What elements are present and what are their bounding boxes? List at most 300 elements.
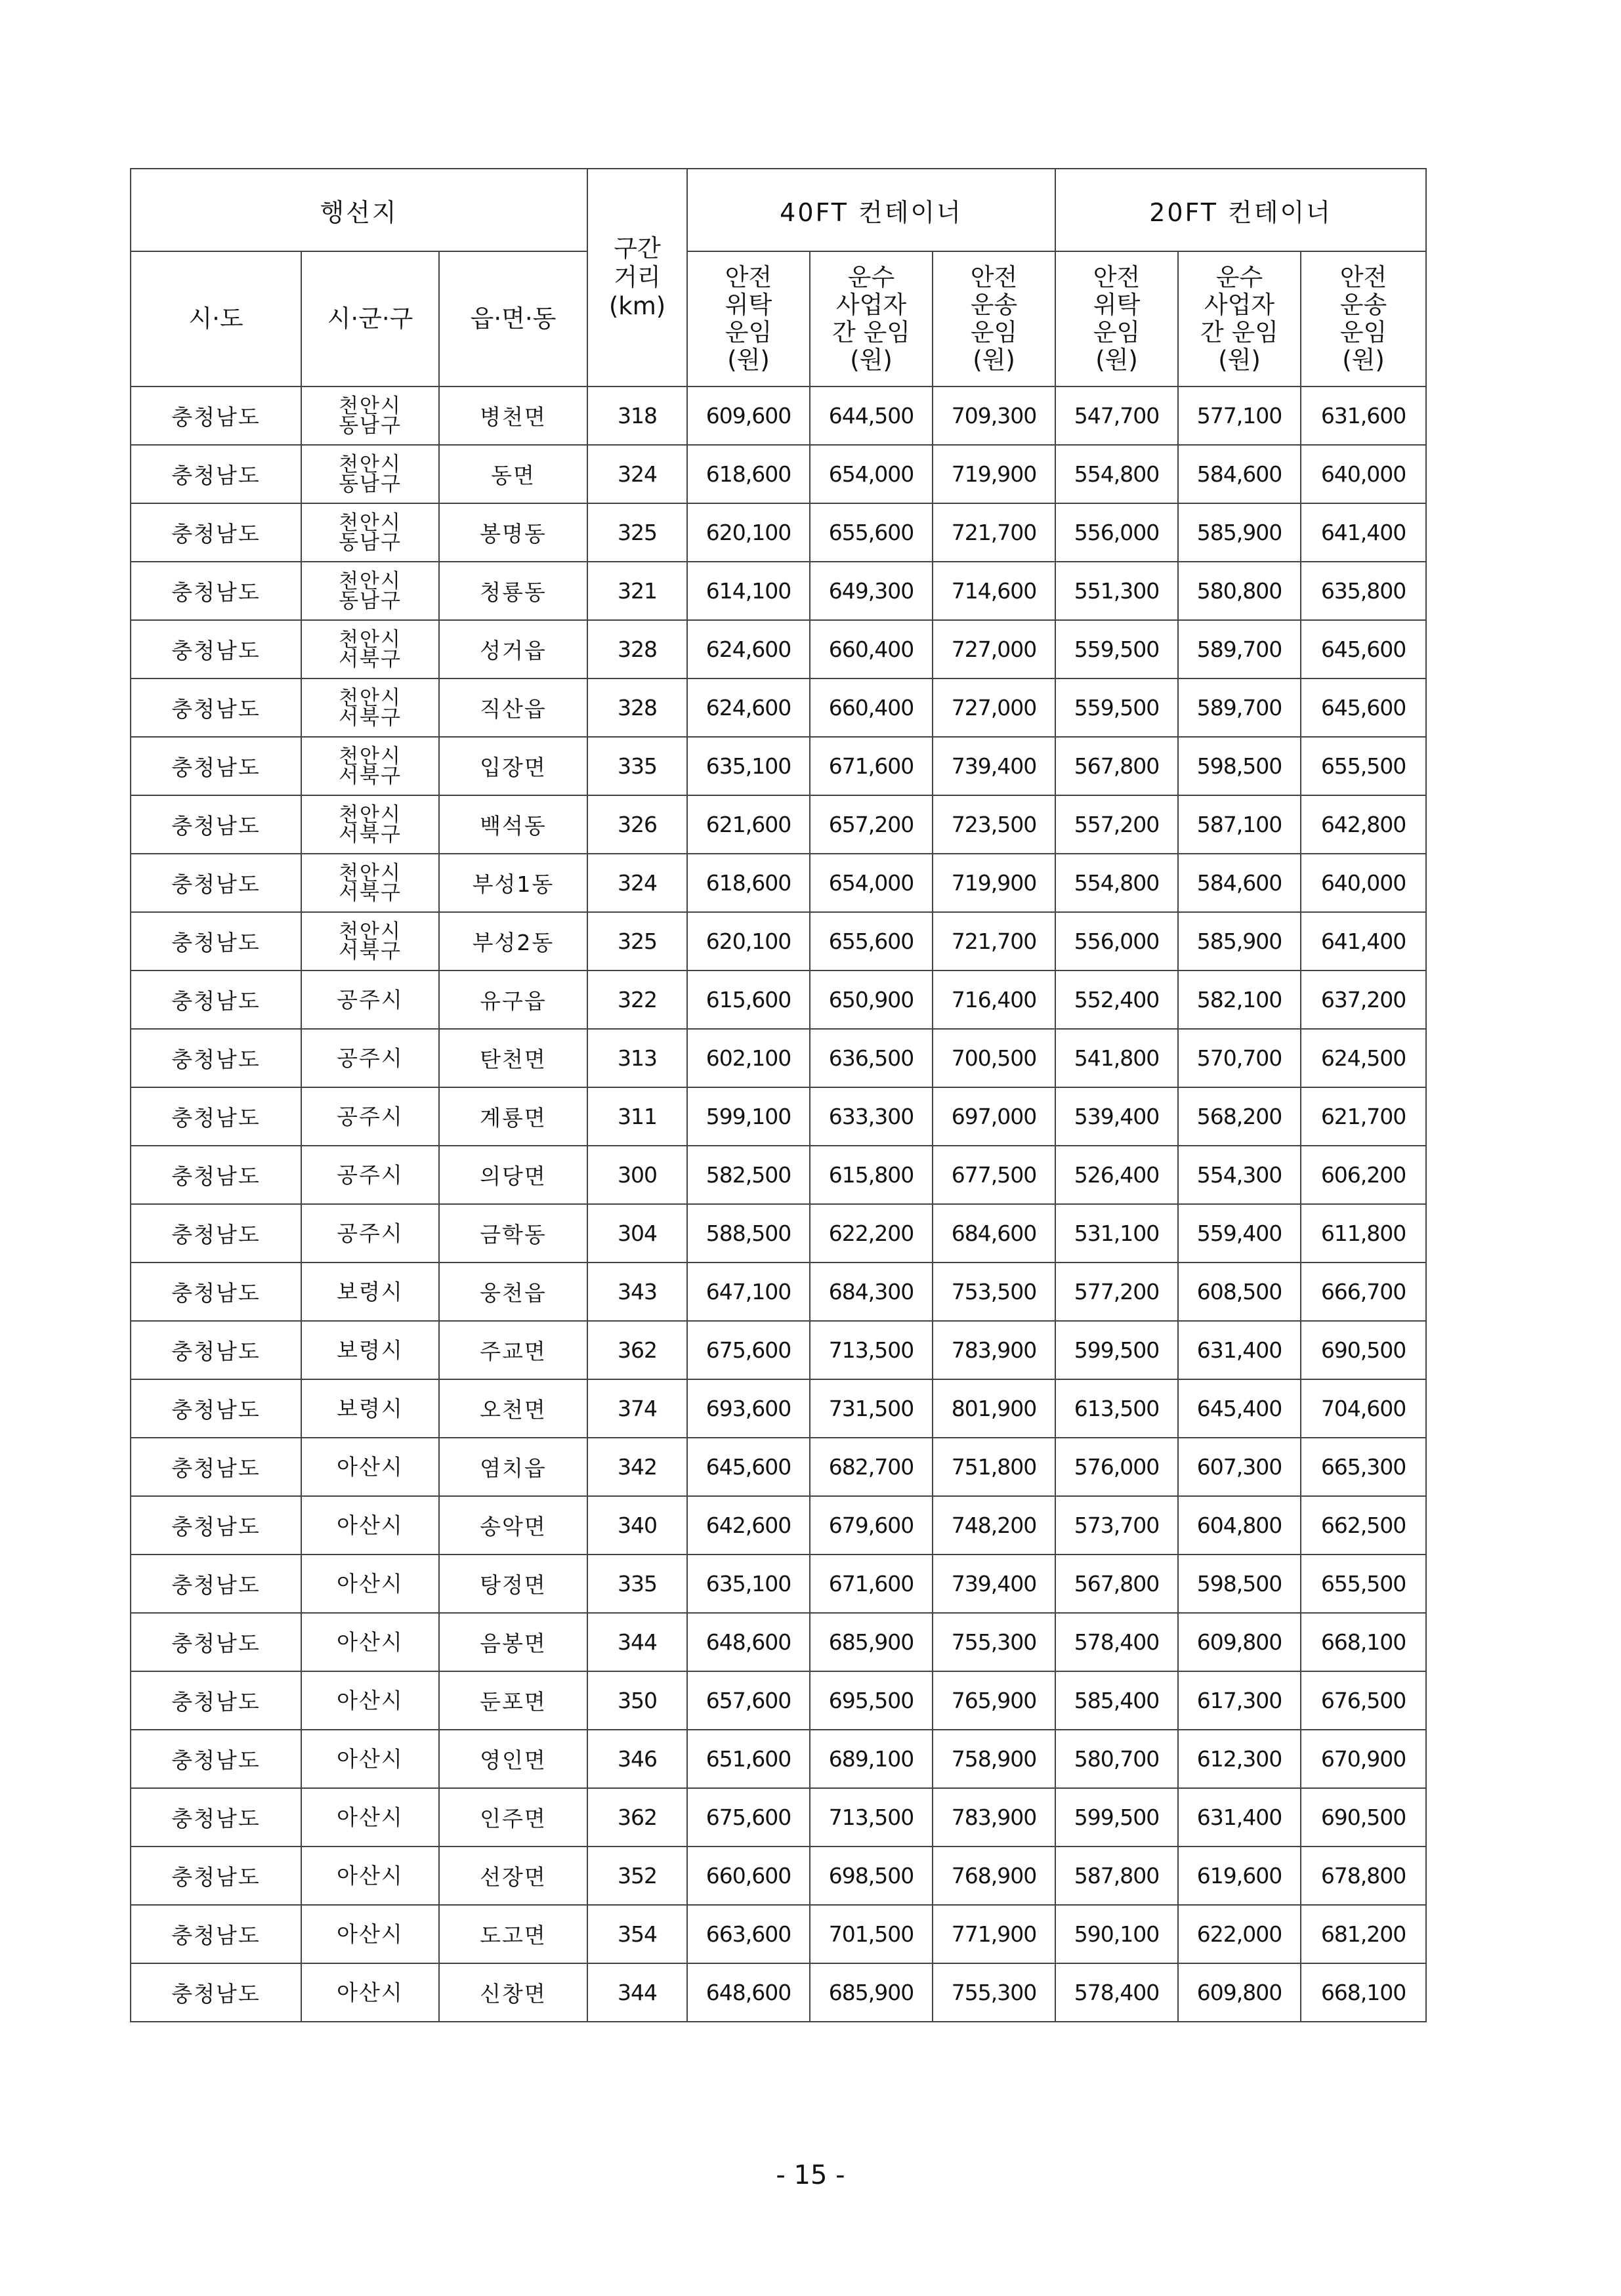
city-line: 아산시	[337, 1629, 404, 1655]
rate-cell: 640,000	[1301, 854, 1426, 912]
rate-cell: 642,600	[687, 1496, 810, 1555]
town-cell: 봉명동	[439, 503, 587, 562]
distance-cell: 335	[587, 737, 687, 795]
table-row	[131, 1730, 1426, 1788]
distance-cell: 340	[587, 1496, 687, 1555]
city-line: 서북구	[339, 881, 402, 905]
city-line: 동남구	[339, 472, 402, 496]
city-line: 보령시	[337, 1395, 404, 1421]
table-row	[131, 1788, 1426, 1847]
city-cell	[301, 1671, 439, 1730]
rate-cell: 582,100	[1178, 971, 1301, 1029]
rate-cell: 622,000	[1178, 1905, 1301, 1963]
town-cell: 송악면	[439, 1496, 587, 1555]
rate-cell: 647,100	[687, 1263, 810, 1321]
table-row	[131, 503, 1426, 562]
rate-cell: 567,800	[1055, 1555, 1178, 1613]
city-cell	[301, 912, 439, 971]
distance-cell: 354	[587, 1905, 687, 1963]
city-cell	[301, 1029, 439, 1087]
rate-cell: 578,400	[1055, 1963, 1178, 2022]
distance-header-line: (km)	[608, 292, 666, 320]
province-cell: 충청남도	[131, 1730, 301, 1788]
city-cell	[301, 1146, 439, 1204]
rate-cell: 719,900	[933, 445, 1055, 503]
city-cell	[301, 971, 439, 1029]
rate-cell: 662,500	[1301, 1496, 1426, 1555]
table-row	[131, 1146, 1426, 1204]
rate-cell: 783,900	[933, 1788, 1055, 1847]
rate-cell: 657,200	[810, 795, 933, 854]
distance-cell: 374	[587, 1379, 687, 1438]
rate-cell: 567,800	[1055, 737, 1178, 795]
town-header: 읍·면·동	[439, 251, 587, 386]
rate-column-header-line: (원)	[1095, 346, 1138, 374]
rate-cell: 679,600	[810, 1496, 933, 1555]
city-line: 동남구	[339, 589, 402, 613]
rate-cell: 693,600	[687, 1379, 810, 1438]
city-cell	[301, 1263, 439, 1321]
rate-cell: 619,600	[1178, 1847, 1301, 1905]
rate-cell: 689,100	[810, 1730, 933, 1788]
city-cell	[301, 795, 439, 854]
rate-cell: 598,500	[1178, 1555, 1301, 1613]
rate-cell: 599,100	[687, 1087, 810, 1146]
province-cell: 충청남도	[131, 971, 301, 1029]
table-row	[131, 1847, 1426, 1905]
rate-column-header-line: 위탁	[1093, 291, 1141, 319]
city-line: 아산시	[337, 1804, 404, 1830]
rate-cell: 580,700	[1055, 1730, 1178, 1788]
town-cell: 선장면	[439, 1847, 587, 1905]
rate-cell: 663,600	[687, 1905, 810, 1963]
rate-cell: 771,900	[933, 1905, 1055, 1963]
rate-cell: 765,900	[933, 1671, 1055, 1730]
rate-cell: 748,200	[933, 1496, 1055, 1555]
rate-cell: 541,800	[1055, 1029, 1178, 1087]
rate-cell: 570,700	[1178, 1029, 1301, 1087]
table-row	[131, 971, 1426, 1029]
table-row	[131, 562, 1426, 620]
table-row	[131, 1263, 1426, 1321]
province-cell: 충청남도	[131, 1788, 301, 1847]
rate-cell: 607,300	[1178, 1438, 1301, 1496]
city-line: 천안시	[339, 803, 402, 827]
rate-cell: 557,200	[1055, 795, 1178, 854]
table-row	[131, 854, 1426, 912]
province-cell: 충청남도	[131, 737, 301, 795]
rate-cell: 621,700	[1301, 1087, 1426, 1146]
rate-cell: 655,600	[810, 912, 933, 971]
rate-column-header-line: 운임	[970, 318, 1018, 346]
rate-cell: 721,700	[933, 912, 1055, 971]
city-line: 천안시	[339, 686, 402, 710]
rate-cell: 554,800	[1055, 854, 1178, 912]
header-row-2	[131, 251, 1426, 386]
rate-column-header-line: 간 운임	[832, 318, 910, 346]
rate-cell: 602,100	[687, 1029, 810, 1087]
rate-column-header-line: 사업자	[1204, 291, 1275, 319]
table-row	[131, 1379, 1426, 1438]
rate-cell: 577,200	[1055, 1263, 1178, 1321]
city-cell	[301, 1438, 439, 1496]
city-cell	[301, 1204, 439, 1263]
rate-cell: 568,200	[1178, 1087, 1301, 1146]
rate-cell: 573,700	[1055, 1496, 1178, 1555]
town-cell: 의당면	[439, 1146, 587, 1204]
rate-cell: 609,800	[1178, 1963, 1301, 2022]
rate-cell: 684,300	[810, 1263, 933, 1321]
city-line: 보령시	[337, 1278, 404, 1305]
distance-cell: 328	[587, 620, 687, 678]
rate-cell: 801,900	[933, 1379, 1055, 1438]
distance-cell: 343	[587, 1263, 687, 1321]
rate-cell: 585,900	[1178, 503, 1301, 562]
table-row	[131, 1204, 1426, 1263]
rate-cell: 690,500	[1301, 1321, 1426, 1379]
rate-column-header	[810, 251, 933, 386]
rate-column-header-line: (원)	[1218, 346, 1261, 374]
rate-cell: 578,400	[1055, 1613, 1178, 1671]
town-cell: 도고면	[439, 1905, 587, 1963]
city-line: 천안시	[339, 511, 402, 535]
rate-cell: 690,500	[1301, 1788, 1426, 1847]
rate-cell: 685,900	[810, 1613, 933, 1671]
rate-cell: 622,200	[810, 1204, 933, 1263]
table-row	[131, 386, 1426, 445]
city-line: 서북구	[339, 822, 402, 846]
rate-cell: 768,900	[933, 1847, 1055, 1905]
rate-cell: 648,600	[687, 1963, 810, 2022]
rate-column-header-line: 운수	[847, 263, 895, 291]
province-cell: 충청남도	[131, 1087, 301, 1146]
rate-column-header-line: (원)	[727, 346, 770, 374]
distance-cell: 328	[587, 678, 687, 737]
table-row	[131, 1613, 1426, 1671]
rate-column-header-line: 안전	[970, 263, 1018, 291]
rate-cell: 633,300	[810, 1087, 933, 1146]
table-row	[131, 1671, 1426, 1730]
rate-cell: 727,000	[933, 620, 1055, 678]
city-line: 천안시	[339, 452, 402, 476]
table-row	[131, 1029, 1426, 1087]
rate-cell: 599,500	[1055, 1321, 1178, 1379]
distance-header-line: 구간	[614, 234, 661, 262]
province-cell: 충청남도	[131, 1905, 301, 1963]
rate-cell: 682,700	[810, 1438, 933, 1496]
distance-cell: 313	[587, 1029, 687, 1087]
city-line: 동남구	[339, 530, 402, 554]
table-row	[131, 1321, 1426, 1379]
rate-cell: 675,600	[687, 1321, 810, 1379]
rate-cell: 755,300	[933, 1613, 1055, 1671]
city-line: 공주시	[337, 986, 404, 1012]
rate-cell: 608,500	[1178, 1263, 1301, 1321]
rate-cell: 709,300	[933, 386, 1055, 445]
province-cell: 충청남도	[131, 1671, 301, 1730]
rate-cell: 589,700	[1178, 678, 1301, 737]
rate-cell: 758,900	[933, 1730, 1055, 1788]
province-cell: 충청남도	[131, 562, 301, 620]
province-cell: 충청남도	[131, 1438, 301, 1496]
town-cell: 주교면	[439, 1321, 587, 1379]
rate-cell: 650,900	[810, 971, 933, 1029]
rate-cell: 695,500	[810, 1671, 933, 1730]
province-cell: 충청남도	[131, 678, 301, 737]
city-line: 공주시	[337, 1103, 404, 1129]
city-cell	[301, 1555, 439, 1613]
town-cell: 인주면	[439, 1788, 587, 1847]
rate-cell: 589,700	[1178, 620, 1301, 678]
header-row-1	[131, 169, 1426, 251]
rate-cell: 618,600	[687, 445, 810, 503]
distance-cell: 325	[587, 503, 687, 562]
rate-cell: 559,400	[1178, 1204, 1301, 1263]
rate-cell: 721,700	[933, 503, 1055, 562]
rate-cell: 714,600	[933, 562, 1055, 620]
city-line: 아산시	[337, 1862, 404, 1889]
rate-cell: 640,000	[1301, 445, 1426, 503]
city-line: 보령시	[337, 1337, 404, 1363]
town-cell: 오천면	[439, 1379, 587, 1438]
rate-cell: 620,100	[687, 503, 810, 562]
rate-cell: 655,500	[1301, 737, 1426, 795]
distance-cell: 335	[587, 1555, 687, 1613]
rate-column-header-line: 운수	[1215, 263, 1263, 291]
distance-cell: 346	[587, 1730, 687, 1788]
city-line: 아산시	[337, 1570, 404, 1597]
rate-cell: 727,000	[933, 678, 1055, 737]
rate-column-header	[1301, 251, 1426, 386]
town-cell: 신창면	[439, 1963, 587, 2022]
rate-column-header-line: 사업자	[835, 291, 907, 319]
province-cell: 충청남도	[131, 1379, 301, 1438]
rate-cell: 660,600	[687, 1847, 810, 1905]
city-line: 천안시	[339, 861, 402, 885]
city-line: 동남구	[339, 413, 402, 438]
rate-column-header-line: 운임	[1339, 318, 1387, 346]
rate-cell: 585,900	[1178, 912, 1301, 971]
rate-cell: 582,500	[687, 1146, 810, 1204]
distance-cell: 324	[587, 445, 687, 503]
rate-column-header-line: 운송	[970, 291, 1018, 319]
rate-cell: 671,600	[810, 737, 933, 795]
table-row	[131, 737, 1426, 795]
rate-column-header-line: 운임	[725, 318, 772, 346]
distance-cell: 318	[587, 386, 687, 445]
distance-cell: 326	[587, 795, 687, 854]
rate-cell: 609,800	[1178, 1613, 1301, 1671]
rate-cell: 675,600	[687, 1788, 810, 1847]
rate-cell: 599,500	[1055, 1788, 1178, 1847]
province-cell: 충청남도	[131, 1263, 301, 1321]
city-line: 서북구	[339, 764, 402, 788]
city-line: 아산시	[337, 1453, 404, 1480]
province-cell: 충청남도	[131, 854, 301, 912]
province-cell: 충청남도	[131, 445, 301, 503]
city-cell	[301, 737, 439, 795]
rate-column-header-line: (원)	[850, 346, 893, 374]
rate-column-header-line: 위탁	[725, 291, 772, 319]
rate-cell: 713,500	[810, 1321, 933, 1379]
province-cell: 충청남도	[131, 912, 301, 971]
rate-cell: 701,500	[810, 1905, 933, 1963]
rate-cell: 635,100	[687, 737, 810, 795]
town-cell: 직산읍	[439, 678, 587, 737]
rate-cell: 716,400	[933, 971, 1055, 1029]
rate-column-header-line: (원)	[1342, 346, 1385, 374]
rate-cell: 556,000	[1055, 912, 1178, 971]
province-cell: 충청남도	[131, 1963, 301, 2022]
city-line: 서북구	[339, 647, 402, 671]
city-header: 시·군·구	[301, 251, 439, 386]
table-row	[131, 678, 1426, 737]
distance-cell: 324	[587, 854, 687, 912]
town-cell: 웅천읍	[439, 1263, 587, 1321]
distance-cell: 322	[587, 971, 687, 1029]
table-row	[131, 1963, 1426, 2022]
rate-column-header-line: 안전	[1093, 263, 1141, 291]
table-body	[131, 386, 1426, 2022]
rate-cell: 631,600	[1301, 386, 1426, 445]
rate-cell: 739,400	[933, 1555, 1055, 1613]
rate-cell: 635,100	[687, 1555, 810, 1613]
rate-cell: 660,400	[810, 620, 933, 678]
rate-cell: 713,500	[810, 1788, 933, 1847]
rate-cell: 631,400	[1178, 1321, 1301, 1379]
rate-cell: 554,800	[1055, 445, 1178, 503]
rate-cell: 585,400	[1055, 1671, 1178, 1730]
city-line: 천안시	[339, 919, 402, 944]
city-line: 공주시	[337, 1220, 404, 1246]
rate-cell: 783,900	[933, 1321, 1055, 1379]
rate-cell: 645,600	[1301, 678, 1426, 737]
distance-cell: 350	[587, 1671, 687, 1730]
rate-cell: 731,500	[810, 1379, 933, 1438]
rate-column-header-line: 운송	[1339, 291, 1387, 319]
rate-cell: 580,800	[1178, 562, 1301, 620]
rate-cell: 556,000	[1055, 503, 1178, 562]
rate-cell: 719,900	[933, 854, 1055, 912]
city-cell	[301, 1730, 439, 1788]
rate-cell: 654,000	[810, 854, 933, 912]
rate-column-header	[687, 251, 810, 386]
town-cell: 청룡동	[439, 562, 587, 620]
distance-cell: 352	[587, 1847, 687, 1905]
rate-cell: 618,600	[687, 854, 810, 912]
city-line: 아산시	[337, 1745, 404, 1772]
rate-cell: 665,300	[1301, 1438, 1426, 1496]
rate-cell: 620,100	[687, 912, 810, 971]
province-cell: 충청남도	[131, 1847, 301, 1905]
distance-cell: 311	[587, 1087, 687, 1146]
town-cell: 음봉면	[439, 1613, 587, 1671]
rate-column-header-line: 안전	[1339, 263, 1387, 291]
rate-cell: 648,600	[687, 1613, 810, 1671]
rate-cell: 606,200	[1301, 1146, 1426, 1204]
rate-column-header-line: 안전	[725, 263, 772, 291]
province-cell: 충청남도	[131, 386, 301, 445]
rate-cell: 598,500	[1178, 737, 1301, 795]
rate-cell: 539,400	[1055, 1087, 1178, 1146]
town-cell: 영인면	[439, 1730, 587, 1788]
city-line: 아산시	[337, 1687, 404, 1713]
city-cell	[301, 620, 439, 678]
rate-cell: 617,300	[1178, 1671, 1301, 1730]
distance-cell: 344	[587, 1613, 687, 1671]
city-cell	[301, 1788, 439, 1847]
rate-cell: 645,600	[1301, 620, 1426, 678]
rate-cell: 590,100	[1055, 1905, 1178, 1963]
province-header: 시·도	[131, 251, 301, 386]
province-cell: 충청남도	[131, 1029, 301, 1087]
rate-cell: 637,200	[1301, 971, 1426, 1029]
city-cell	[301, 854, 439, 912]
province-cell: 충청남도	[131, 1555, 301, 1613]
town-cell: 부성2동	[439, 912, 587, 971]
town-cell: 백석동	[439, 795, 587, 854]
rate-cell: 655,600	[810, 503, 933, 562]
rate-cell: 552,400	[1055, 971, 1178, 1029]
table-row	[131, 445, 1426, 503]
town-cell: 동면	[439, 445, 587, 503]
page-number: - 15 -	[776, 2160, 845, 2190]
distance-header-line: 거리	[614, 263, 661, 291]
rate-column-header-line: 운임	[1093, 318, 1141, 346]
distance-cell: 325	[587, 912, 687, 971]
province-cell: 충청남도	[131, 1496, 301, 1555]
city-line: 아산시	[337, 1512, 404, 1538]
rate-cell: 654,000	[810, 445, 933, 503]
rate-cell: 576,000	[1055, 1438, 1178, 1496]
rate-cell: 609,600	[687, 386, 810, 445]
province-cell: 충청남도	[131, 1321, 301, 1379]
rate-cell: 723,500	[933, 795, 1055, 854]
rate-cell: 644,500	[810, 386, 933, 445]
table-row	[131, 1438, 1426, 1496]
rate-cell: 642,800	[1301, 795, 1426, 854]
rate-cell: 645,400	[1178, 1379, 1301, 1438]
province-cell: 충청남도	[131, 1146, 301, 1204]
table-row	[131, 1496, 1426, 1555]
rate-column-header	[933, 251, 1055, 386]
distance-cell: 321	[587, 562, 687, 620]
city-cell	[301, 1905, 439, 1963]
town-cell: 둔포면	[439, 1671, 587, 1730]
city-cell	[301, 1847, 439, 1905]
town-cell: 탕정면	[439, 1555, 587, 1613]
town-cell: 계룡면	[439, 1087, 587, 1146]
province-cell: 충청남도	[131, 795, 301, 854]
rate-column-header	[1055, 251, 1178, 386]
city-cell	[301, 678, 439, 737]
city-line: 서북구	[339, 939, 402, 963]
rate-cell: 587,100	[1178, 795, 1301, 854]
distance-cell: 344	[587, 1963, 687, 2022]
city-line: 공주시	[337, 1161, 404, 1188]
table-row	[131, 1087, 1426, 1146]
rate-cell: 678,800	[1301, 1847, 1426, 1905]
distance-cell: 342	[587, 1438, 687, 1496]
rate-cell: 666,700	[1301, 1263, 1426, 1321]
province-cell: 충청남도	[131, 1204, 301, 1263]
rate-cell: 641,400	[1301, 912, 1426, 971]
rate-cell: 645,600	[687, 1438, 810, 1496]
rate-cell: 588,500	[687, 1204, 810, 1263]
rate-cell: 676,500	[1301, 1671, 1426, 1730]
ft20-header: 20FT 컨테이너	[1055, 169, 1426, 251]
city-cell	[301, 386, 439, 445]
